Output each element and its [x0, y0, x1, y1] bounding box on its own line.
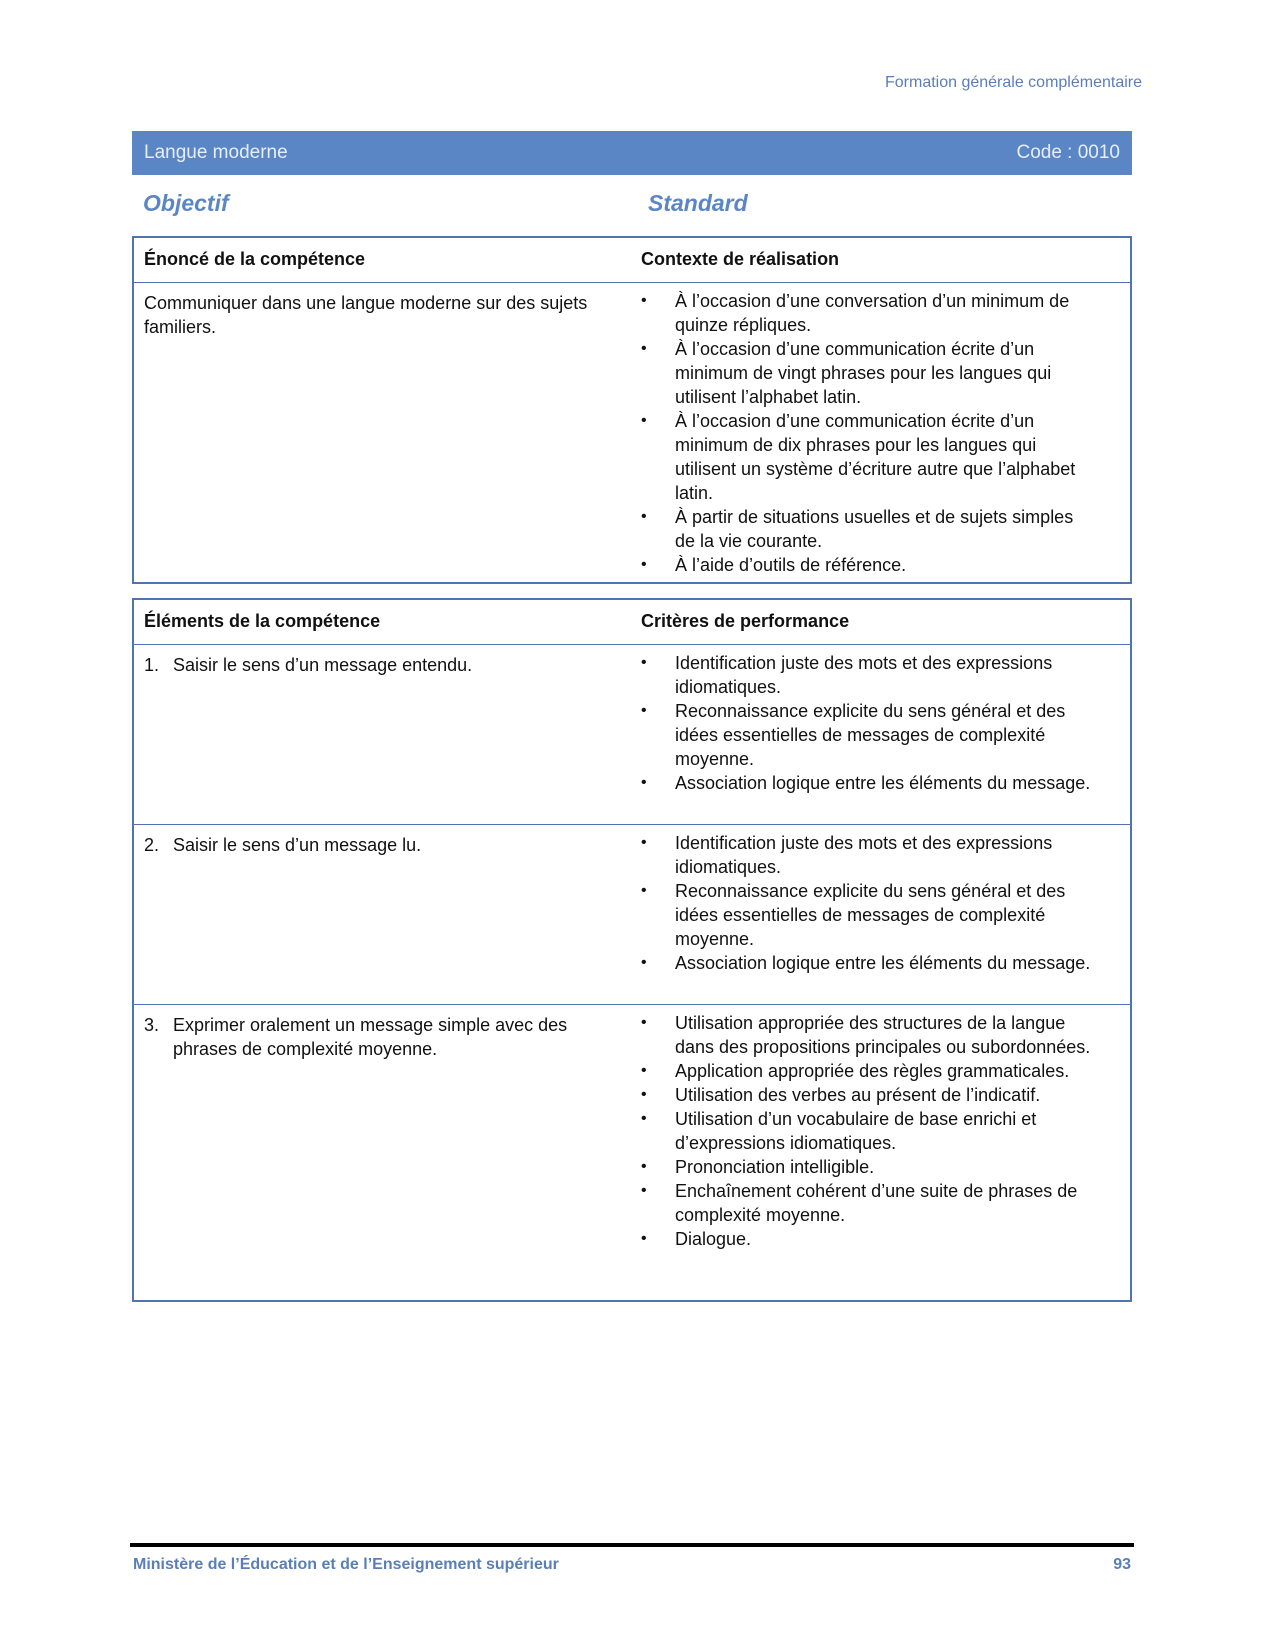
elements-table — [132, 598, 1132, 1302]
list-item: • À partir de situations usuelles et de sujets simples de la vie courante. — [641, 507, 1074, 551]
bullet-icon: • — [641, 882, 647, 899]
list-item: • À l’occasion d’une communication écrite d’un minimum de dix phrases pour les langues qui utilisent un système d’écriture autre que l’alphabet latin. — [641, 411, 1076, 503]
page-footer — [133, 1556, 1131, 1574]
elements-table-header — [134, 600, 1130, 645]
bullet-icon: • — [641, 774, 647, 791]
context-list — [641, 289, 1096, 577]
competence-row — [134, 283, 1130, 583]
list-item: • Application appropriée des règles grammaticales. — [641, 1061, 1070, 1081]
list-item: • Reconnaissance explicite du sens général et des idées essentielles de messages de complexité moyenne. — [641, 881, 1066, 949]
objectif-label: Objectif — [143, 190, 229, 216]
competence-table-header — [134, 238, 1130, 283]
bullet-icon: • — [641, 340, 647, 357]
list-item: • Utilisation d’un vocabulaire de base enrichi et d’expressions idiomatiques. — [641, 1109, 1037, 1153]
header-enonce: Énoncé de la compétence — [144, 249, 366, 269]
list-item: • Association logique entre les éléments du message. — [641, 773, 1091, 793]
bullet-icon: • — [641, 654, 647, 671]
criteria-list — [641, 831, 1096, 975]
footer-ministry: Ministère de l’Éducation et de l’Enseignement supérieur — [133, 1556, 559, 1573]
running-header: Formation générale complémentaire — [884, 74, 1142, 91]
course-code-bar — [132, 131, 1132, 175]
header-elements: Éléments de la compétence — [144, 611, 381, 631]
list-item: • Prononciation intelligible. — [641, 1157, 875, 1177]
table-row — [134, 645, 1130, 825]
page-number: 93 — [1113, 1556, 1131, 1573]
competence-table — [132, 236, 1132, 584]
bullet-icon: • — [641, 1062, 647, 1079]
bullet-icon: • — [641, 1230, 647, 1247]
bullet-icon: • — [641, 702, 647, 719]
course-code: Code : 0010 — [1016, 142, 1120, 163]
list-item: • Utilisation des verbes au présent de l’indicatif. — [641, 1085, 1041, 1105]
bullet-icon: • — [641, 1110, 647, 1127]
bullet-icon: • — [641, 954, 647, 971]
list-item: • Identification juste des mots et des expressions idiomatiques. — [641, 653, 1053, 697]
bullet-icon: • — [641, 412, 647, 429]
list-item: • À l’occasion d’une communication écrite d’un minimum de vingt phrases pour les langues qui utilisent l’alphabet latin. — [641, 339, 1052, 407]
element-item: 3. Exprimer oralement un message simple avec des phrases de complexité moyenne. — [144, 1015, 568, 1059]
list-item: • Enchaînement cohérent d’une suite de phrases de complexité moyenne. — [641, 1181, 1078, 1225]
list-item: • Identification juste des mots et des expressions idiomatiques. — [641, 833, 1053, 877]
element-item: 2. Saisir le sens d’un message lu. — [144, 835, 422, 855]
bullet-icon: • — [641, 1086, 647, 1103]
bullet-icon: • — [641, 508, 647, 525]
bullet-icon: • — [641, 834, 647, 851]
list-item: • À l’aide d’outils de référence. — [641, 555, 907, 575]
bullet-icon: • — [641, 1158, 647, 1175]
criteria-list — [641, 1011, 1096, 1251]
standard-label: Standard — [648, 190, 748, 216]
header-criteres: Critères de performance — [641, 611, 850, 631]
table-row — [134, 825, 1130, 1005]
bullet-icon: • — [641, 1182, 647, 1199]
bullet-icon: • — [641, 292, 647, 309]
footer-divider — [130, 1543, 1134, 1547]
bullet-icon: • — [641, 1014, 647, 1031]
table-row — [134, 1005, 1130, 1301]
criteria-list — [641, 651, 1096, 795]
subject-title: Langue moderne — [144, 142, 288, 163]
list-item: • Utilisation appropriée des structures de la langue dans des propositions principales ou subordonnées. — [641, 1013, 1091, 1057]
list-item: • Reconnaissance explicite du sens général et des idées essentielles de messages de complexité moyenne. — [641, 701, 1066, 769]
list-item: • À l’occasion d’une conversation d’un minimum de quinze répliques. — [641, 291, 1070, 335]
bullet-icon: • — [641, 556, 647, 573]
header-contexte: Contexte de réalisation — [641, 249, 840, 269]
competence-statement: Communiquer dans une langue moderne sur des sujets familiers. — [144, 293, 588, 337]
objective-standard-labels — [143, 190, 1103, 220]
element-item: 1. Saisir le sens d’un message entendu. — [144, 655, 473, 675]
list-item: • Association logique entre les éléments du message. — [641, 953, 1091, 973]
list-item: • Dialogue. — [641, 1229, 752, 1249]
